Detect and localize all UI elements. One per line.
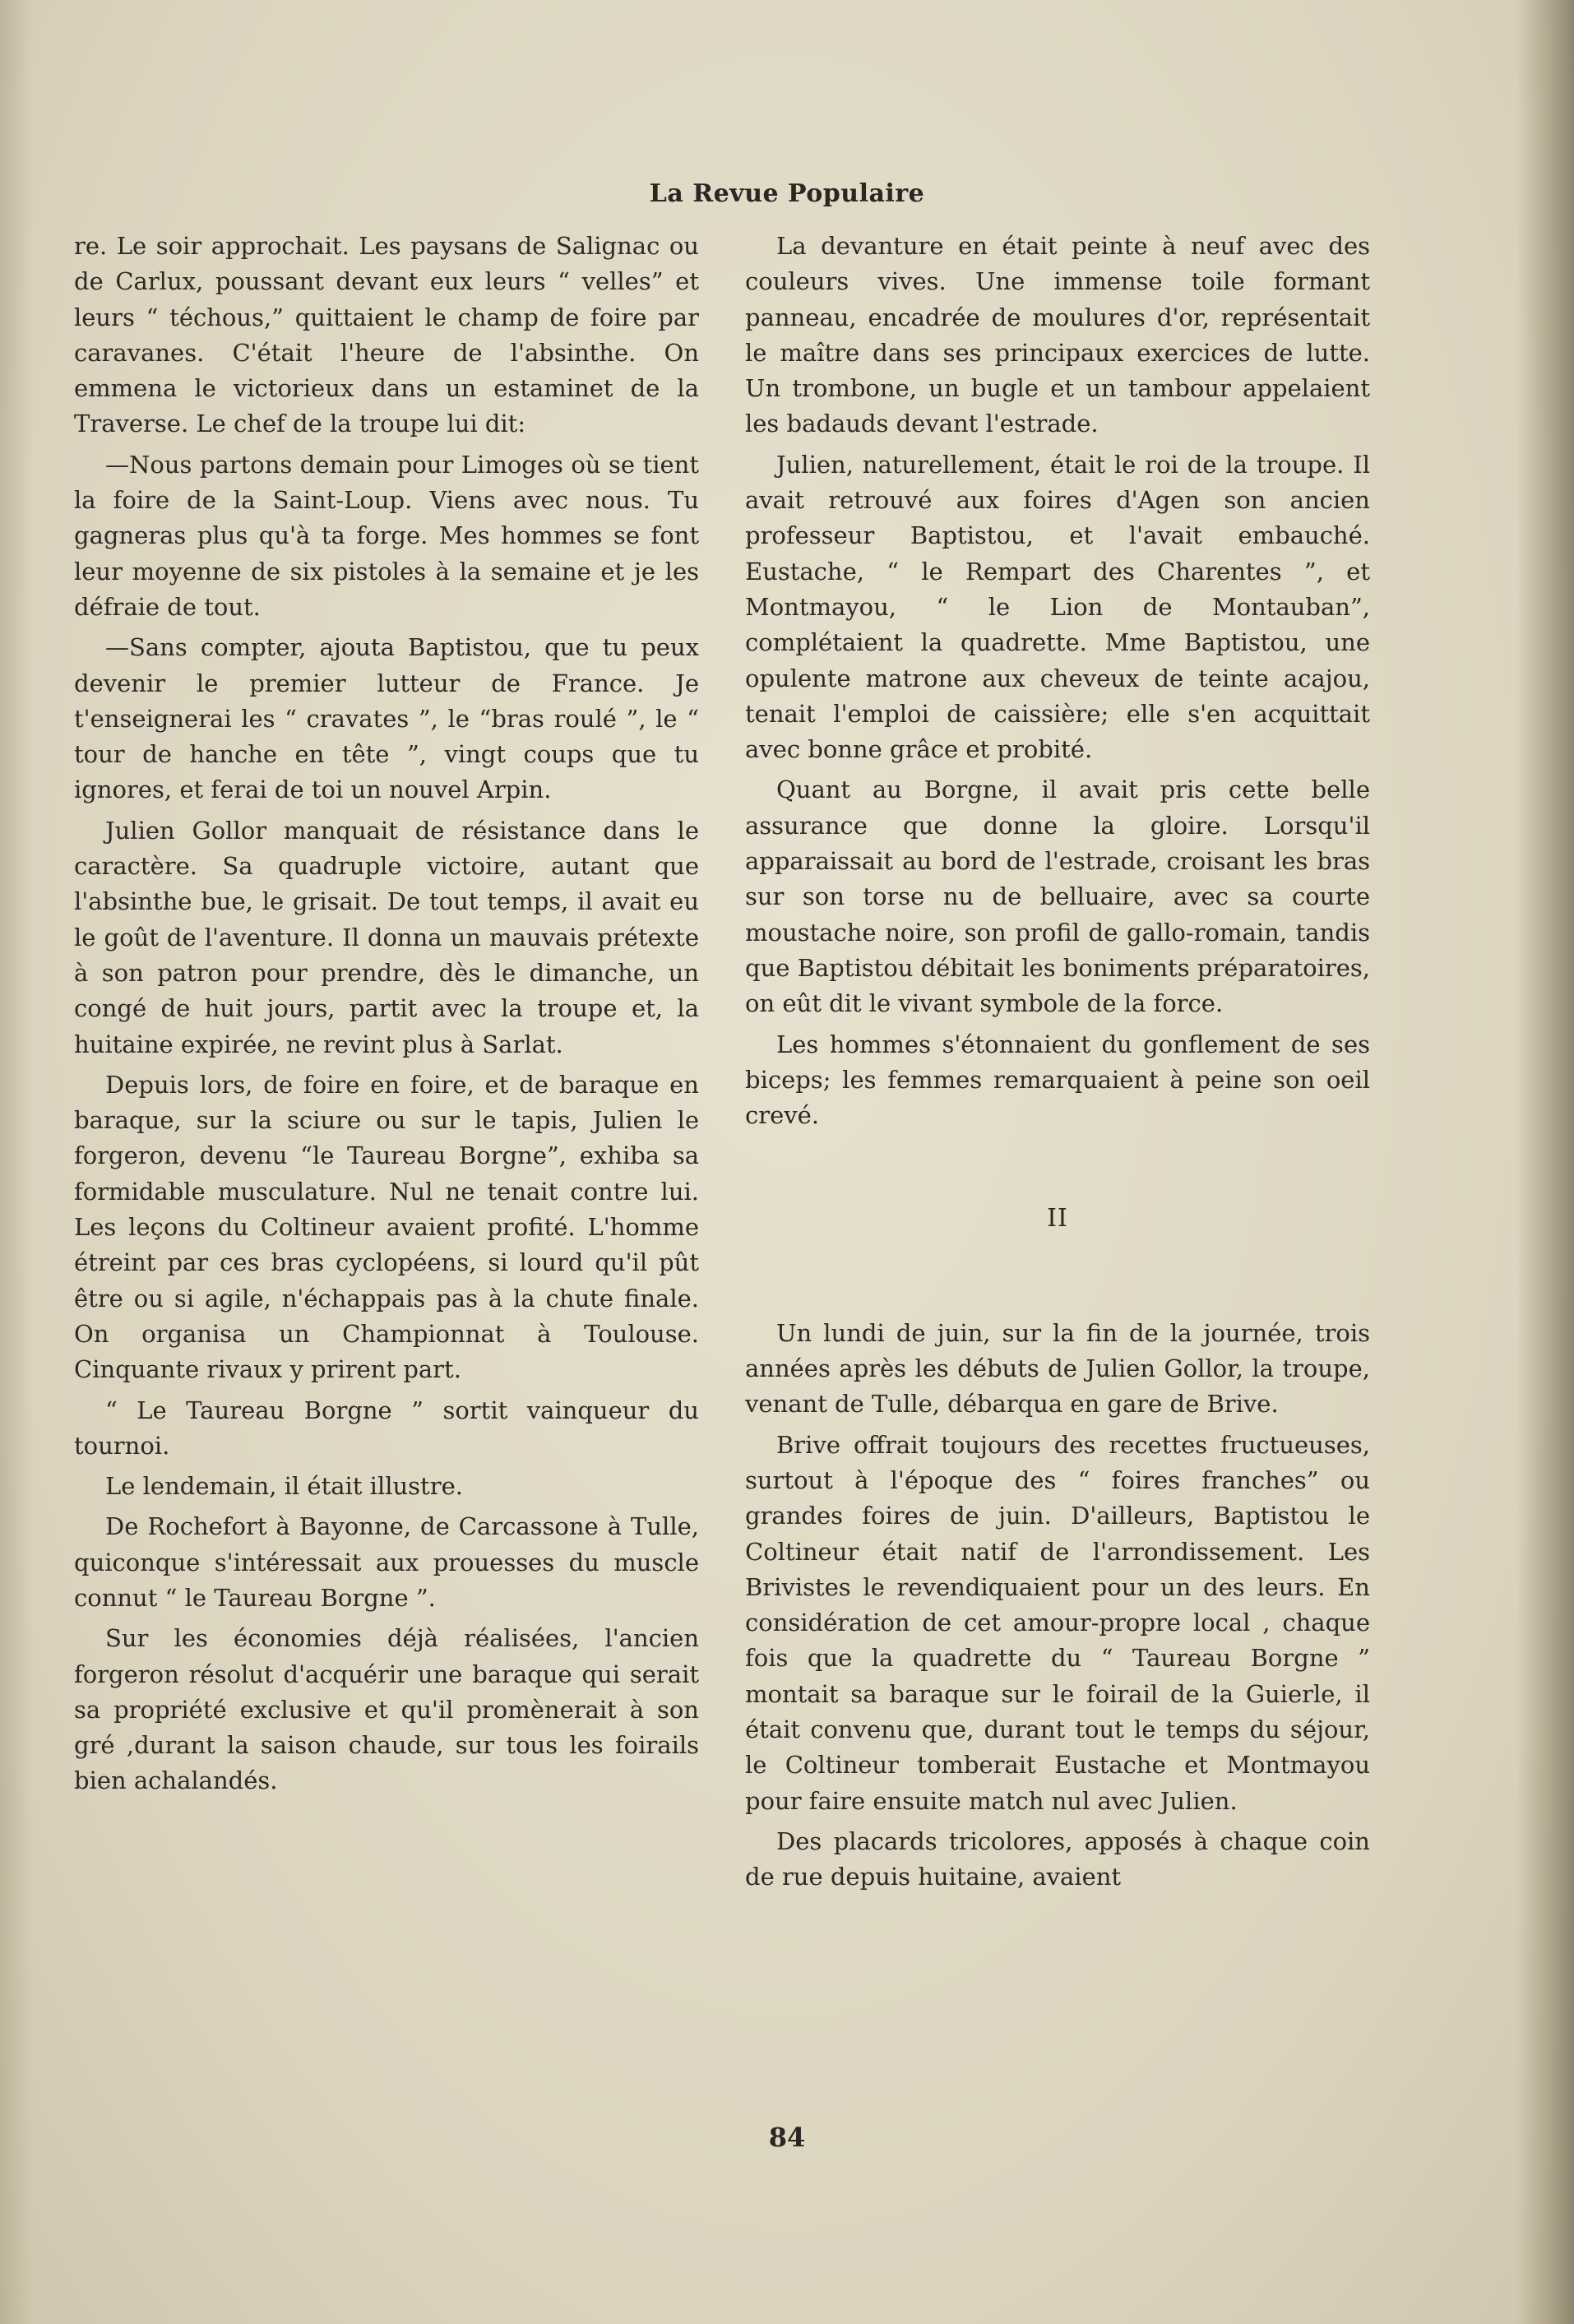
paragraph: Depuis lors, de foire en foire, et de baraque en baraque, sur la sciure ou sur le tapis, Julien le forgeron, devenu “le Taureau Borgne”, exhiba sa formidable musculature. Nul ne tenait contre lui. Les leçons du Coltineur avaient profité. L'homme étreint par ces bras cyclopéens, si lourd qu'il pût être ou si agile, n'échappais pas à la chute finale. On organisa un Championnat à Toulouse. Cinquante rivaux y prirent part. (74, 1070, 699, 1384)
paragraph: Julien Gollor manquait de résistance dans le caractère. Sa quadruple victoire, autant que l'absinthe bue, le grisait. De tout temps, il avait eu le goût de l'aventure. Il donna un mauvais prétexte à son patron pour prendre, dès le dimanche, un congé de huit jours, partit avec la troupe et, la huitaine expirée, ne revint plus à Sarlat. (74, 816, 699, 1058)
paragraph: —Sans compter, ajouta Baptistou, que tu peux devenir le premier lutteur de France. Je t'enseignerai les “ cravates ”, le “bras roulé ”, le “ tour de hanche en tête ”, vingt coups que tu ignores, et ferai de toi un nouvel Arpin. (74, 633, 699, 804)
paragraph: Quant au Borgne, il avait pris cette belle assurance que donne la gloire. Lorsqu'il apparaissait au bord de l'estrade, croisant les bras sur son torse nu de belluaire, avec sa courte moustache noire, son profil de gallo-romain, tandis que Baptistou débitait les boniments préparatoires, on eût dit le vivant symbole de la force. (745, 775, 1370, 1018)
section-heading: II (1047, 1204, 1068, 1234)
paragraph: De Rochefort à Bayonne, de Carcassone à Tulle, quiconque s'intéressait aux prouesses du muscle connut “ le Taureau Borgne ”. (74, 1512, 699, 1612)
paragraph: Des placards tricolores, apposés à chaque coin de rue depuis huitaine, avaient (745, 1826, 1370, 1891)
left-column (74, 229, 699, 1804)
paragraph: Sur les économies déjà réalisées, l'ancien forgeron résolut d'acquérir une baraque qui serait sa propriété exclusive et qu'il promènerait à son gré ,durant la saison chaude, sur tous les foirails bien achalandés. (74, 1624, 699, 1795)
paragraph: Le lendemain, il était illustre. (105, 1472, 463, 1501)
right-column (745, 229, 1370, 1900)
paragraph: La devanture en était peinte à neuf avec des couleurs vives. Une immense toile formant panneau, encadrée de moulures d'or, représentait le maître dans ses principaux exercices de lutte. Un trombone, un bugle et un tambour appelaient les badauds devant l'estrade. (745, 232, 1370, 438)
paragraph: Un lundi de juin, sur la fin de la journée, trois années après les débuts de Julien Gollor, la troupe, venant de Tulle, débarqua en gare de Brive. (745, 1318, 1370, 1419)
page-left-shadow (0, 0, 33, 2324)
page-number: 84 (768, 2122, 806, 2153)
paragraph: re. Le soir approchait. Les paysans de Salignac ou de Carlux, poussant devant eux leurs “ velles” et leurs “ téchous,” quittaient le champ de foire par caravanes. C'était l'heure de l'absinthe. On emmena le victorieux dans un estaminet de la Traverse. Le chef de la troupe lui dit: (74, 232, 699, 438)
paragraph: “ Le Taureau Borgne ” sortit vainqueur du tournoi. (74, 1396, 699, 1460)
paragraph: Julien, naturellement, était le roi de la troupe. Il avait retrouvé aux foires d'Agen son ancien professeur Baptistou, et l'avait embauché. Eustache, “ le Rempart des Charentes ”, et Montmayou, “ le Lion de Montauban”, complétaient la quadrette. Mme Baptistou, une opulente matrone aux cheveux de teinte acajou, tenait l'emploi de caissière; elle s'en acquittait avec bonne grâce et probité. (745, 450, 1370, 764)
paragraph: —Nous partons demain pour Limoges où se tient la foire de la Saint-Loup. Viens avec nous. Tu gagneras plus qu'à ta forge. Mes hommes se font leur moyenne de six pistoles à la semaine et je les défraie de tout. (74, 450, 699, 621)
paragraph: Les hommes s'étonnaient du gonflement de ses biceps; les femmes remarquaient à peine son oeil crevé. (745, 1030, 1370, 1130)
running-head: La Revue Populaire (649, 179, 925, 208)
paragraph: Brive offrait toujours des recettes fructueuses, surtout à l'époque des “ foires franches” ou grandes foires de juin. D'ailleurs, Baptistou le Coltineur était natif de l'arrondissement. Les Brivistes le revendiquaient pour un des leurs. En considération de cet amour-propre local , chaque fois que la quadrette du “ Taureau Borgne ” montait sa baraque sur le foirail de la Guierle, il était convenu que, durant tout le temps du séjour, le Coltineur tomberait Eustache et Montmayou pour faire ensuite match nul avec Julien. (745, 1430, 1370, 1815)
page-right-shadow (1516, 0, 1574, 2324)
